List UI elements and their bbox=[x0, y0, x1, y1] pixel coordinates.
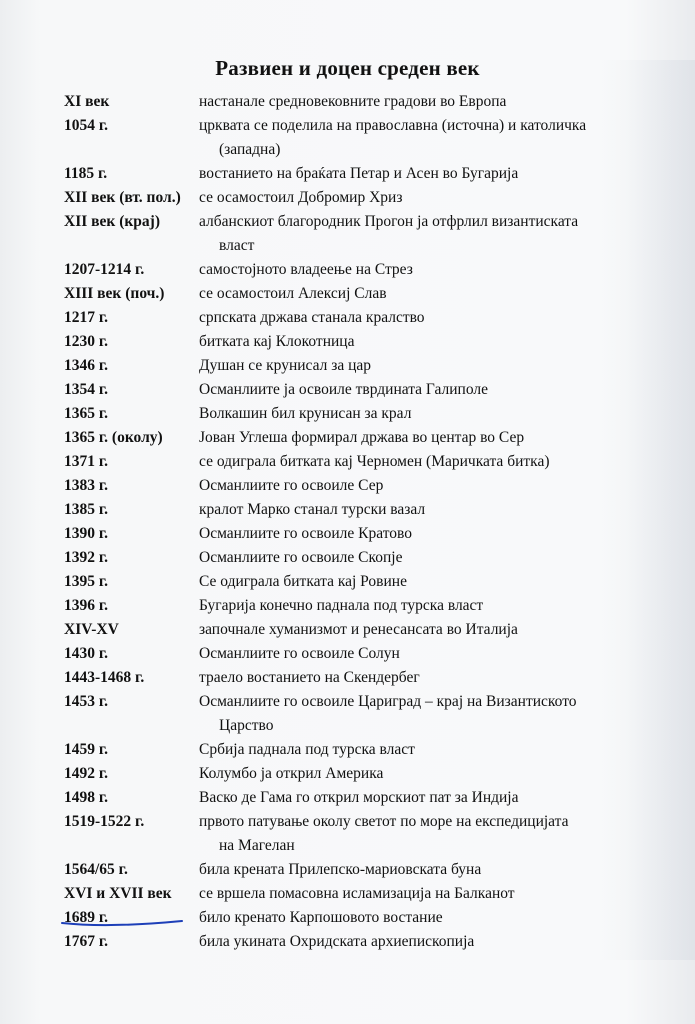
timeline-event bbox=[199, 258, 664, 282]
timeline-date: 1385 г. bbox=[64, 501, 109, 518]
timeline-event-text: Османлиите го освоиле Цариград – крај на Византиското bbox=[199, 693, 577, 710]
timeline-date: 1498 г. bbox=[64, 789, 109, 806]
timeline-event-text: самостојното владеење на Стрез bbox=[199, 261, 413, 278]
timeline-event-continuation: власт bbox=[219, 237, 255, 254]
timeline-event bbox=[199, 114, 664, 162]
timeline-row bbox=[64, 522, 664, 546]
timeline-date: 1354 г. bbox=[64, 381, 109, 398]
timeline-event bbox=[199, 522, 664, 546]
timeline-row bbox=[64, 546, 664, 570]
timeline-event bbox=[199, 738, 664, 762]
timeline-date: 1767 г. bbox=[64, 933, 109, 950]
timeline-event bbox=[199, 858, 664, 882]
timeline-event-text: започнале хуманизмот и ренесансата во Италија bbox=[199, 621, 518, 638]
timeline-event bbox=[199, 930, 664, 954]
timeline-row bbox=[64, 810, 664, 858]
timeline-date: 1207-1214 г. bbox=[64, 261, 145, 278]
timeline-row bbox=[64, 402, 664, 426]
timeline-date: 1390 г. bbox=[64, 525, 109, 542]
timeline-event bbox=[199, 378, 664, 402]
timeline-event-continuation: на Магелан bbox=[219, 837, 295, 854]
timeline-date: 1392 г. bbox=[64, 549, 109, 566]
timeline-event-text: била крената Прилепско-мариовската буна bbox=[199, 861, 482, 878]
timeline-date: XIII век (поч.) bbox=[64, 285, 165, 302]
timeline-event bbox=[199, 426, 664, 450]
timeline-event-text: првото патување околу светот по море на експедицијата bbox=[199, 813, 569, 830]
timeline-event-text: Јован Углеша формирал држава во центар во Сер bbox=[199, 429, 525, 446]
page-title: Развиен и доцен среден век bbox=[215, 56, 480, 80]
timeline-event-text: Бугарија конечно паднала под турска власт bbox=[199, 597, 484, 614]
timeline-event bbox=[199, 690, 664, 738]
timeline-event bbox=[199, 330, 664, 354]
timeline-event-text: битката кај Клокотница bbox=[199, 333, 355, 350]
timeline-event-text: траело востанието на Скендербег bbox=[199, 669, 420, 686]
timeline-row bbox=[64, 570, 664, 594]
timeline-row bbox=[64, 426, 664, 450]
timeline-event-text: Душан се крунисал за цар bbox=[199, 357, 372, 374]
timeline-date: XVI и XVII век bbox=[64, 885, 172, 902]
timeline-event bbox=[199, 186, 664, 210]
timeline-row bbox=[64, 90, 664, 114]
timeline-date: 1519-1522 г. bbox=[64, 813, 145, 830]
timeline-event bbox=[199, 162, 664, 186]
timeline-event bbox=[199, 906, 664, 930]
timeline-date: 1365 г. (околу) bbox=[64, 429, 163, 446]
timeline-event bbox=[199, 90, 664, 114]
timeline-event-text: се вршела помасовна исламизација на Балканот bbox=[199, 885, 515, 902]
timeline-date: XII век (вт. пол.) bbox=[64, 189, 181, 206]
timeline-event-text: албанскиот благородник Прогон ја отфрлил византиската bbox=[199, 213, 579, 230]
timeline-event-text: била укината Охридската архиепископија bbox=[199, 933, 475, 950]
timeline-event bbox=[199, 354, 664, 378]
timeline-row bbox=[64, 618, 664, 642]
timeline-row bbox=[64, 474, 664, 498]
timeline-event-text: се осамостоил Добромир Хриз bbox=[199, 189, 403, 206]
timeline-event-text: се одиграла битката кај Черномен (Маричката битка) bbox=[199, 453, 550, 470]
timeline-date: 1054 г. bbox=[64, 117, 109, 134]
timeline-date: 1459 г. bbox=[64, 741, 109, 758]
timeline-date: 1396 г. bbox=[64, 597, 109, 614]
timeline-row bbox=[64, 858, 664, 882]
timeline-date: 1230 г. bbox=[64, 333, 109, 350]
timeline-date: 1217 г. bbox=[64, 309, 109, 326]
timeline-event-text: Васко де Гама го открил морскиот пат за Индија bbox=[199, 789, 519, 806]
timeline-row bbox=[64, 882, 664, 906]
timeline-event bbox=[199, 210, 664, 258]
timeline-event-text: српската држава станала кралство bbox=[199, 309, 425, 326]
timeline-row bbox=[64, 594, 664, 618]
timeline-row bbox=[64, 354, 664, 378]
timeline-row bbox=[64, 162, 664, 186]
timeline-row bbox=[64, 498, 664, 522]
timeline-event bbox=[199, 570, 664, 594]
timeline-event-text: Османлиите го освоиле Кратово bbox=[199, 525, 413, 542]
timeline-row bbox=[64, 114, 664, 162]
timeline-date: XII век (крај) bbox=[64, 213, 160, 230]
timeline-event-text: настанале средновековните градови во Европа bbox=[199, 93, 507, 110]
timeline-date: 1383 г. bbox=[64, 477, 109, 494]
timeline-event bbox=[199, 402, 664, 426]
timeline-row bbox=[64, 330, 664, 354]
timeline-row bbox=[64, 186, 664, 210]
timeline-row bbox=[64, 786, 664, 810]
timeline-row bbox=[64, 762, 664, 786]
timeline-date: 1430 г. bbox=[64, 645, 109, 662]
timeline-event bbox=[199, 618, 664, 642]
timeline-date: 1453 г. bbox=[64, 693, 109, 710]
timeline-event-continuation: (западна) bbox=[219, 141, 281, 158]
timeline-date: 1443-1468 г. bbox=[64, 669, 145, 686]
timeline-row bbox=[64, 642, 664, 666]
timeline-event bbox=[199, 882, 664, 906]
timeline-event bbox=[199, 306, 664, 330]
timeline-date: 1365 г. bbox=[64, 405, 109, 422]
timeline-event-text: востанието на браќата Петар и Асен во Бугарија bbox=[199, 165, 519, 182]
timeline-event bbox=[199, 810, 664, 858]
timeline-date: 1371 г. bbox=[64, 453, 109, 470]
timeline-event bbox=[199, 450, 664, 474]
timeline-event-text: Србија паднала под турска власт bbox=[199, 741, 415, 758]
timeline-event-continuation: Царство bbox=[219, 717, 274, 734]
timeline-event-text: било кренато Карпошовото востание bbox=[199, 909, 443, 926]
timeline-event-text: се осамостоил Алексиј Слав bbox=[199, 285, 387, 302]
pen-underline bbox=[60, 918, 184, 928]
timeline-row bbox=[64, 210, 664, 258]
timeline-event bbox=[199, 642, 664, 666]
timeline-date: XIV-XV bbox=[64, 621, 119, 638]
timeline-row bbox=[64, 930, 664, 954]
timeline-event-text: Османлиите го освоиле Сер bbox=[199, 477, 384, 494]
timeline-list bbox=[64, 90, 664, 954]
timeline-row bbox=[64, 306, 664, 330]
timeline-row bbox=[64, 282, 664, 306]
timeline-row bbox=[64, 258, 664, 282]
timeline-event-text: Се одиграла битката кај Ровине bbox=[199, 573, 407, 590]
timeline-date: 1492 г. bbox=[64, 765, 109, 782]
timeline-event bbox=[199, 762, 664, 786]
timeline-event-text: црквата се поделила на православна (источна) и католичка bbox=[199, 117, 587, 134]
timeline-date: 1185 г. bbox=[64, 165, 108, 182]
timeline-row bbox=[64, 378, 664, 402]
timeline-event bbox=[199, 666, 664, 690]
timeline-date: 1395 г. bbox=[64, 573, 109, 590]
timeline-row bbox=[64, 738, 664, 762]
timeline-event bbox=[199, 474, 664, 498]
timeline-event-text: Османлиите го освоиле Солун bbox=[199, 645, 400, 662]
timeline-event-text: Волкашин бил крунисан за крал bbox=[199, 405, 412, 422]
timeline-date: 1346 г. bbox=[64, 357, 109, 374]
timeline-event-text: Колумбо ја открил Америка bbox=[199, 765, 384, 782]
timeline-date: 1689 г. bbox=[64, 909, 109, 926]
timeline-date: 1564/65 г. bbox=[64, 861, 128, 878]
timeline-event bbox=[199, 498, 664, 522]
timeline-date: XI век bbox=[64, 93, 110, 110]
timeline-event-text: Османлиите го освоиле Скопје bbox=[199, 549, 403, 566]
timeline-event bbox=[199, 786, 664, 810]
timeline-event-text: кралот Марко станал турски вазал bbox=[199, 501, 426, 518]
timeline-row bbox=[64, 690, 664, 738]
timeline-event bbox=[199, 546, 664, 570]
timeline-row bbox=[64, 666, 664, 690]
timeline-event bbox=[199, 594, 664, 618]
timeline-event-text: Османлиите ја освоиле тврдината Галиполе bbox=[199, 381, 489, 398]
timeline-row bbox=[64, 450, 664, 474]
timeline-event bbox=[199, 282, 664, 306]
